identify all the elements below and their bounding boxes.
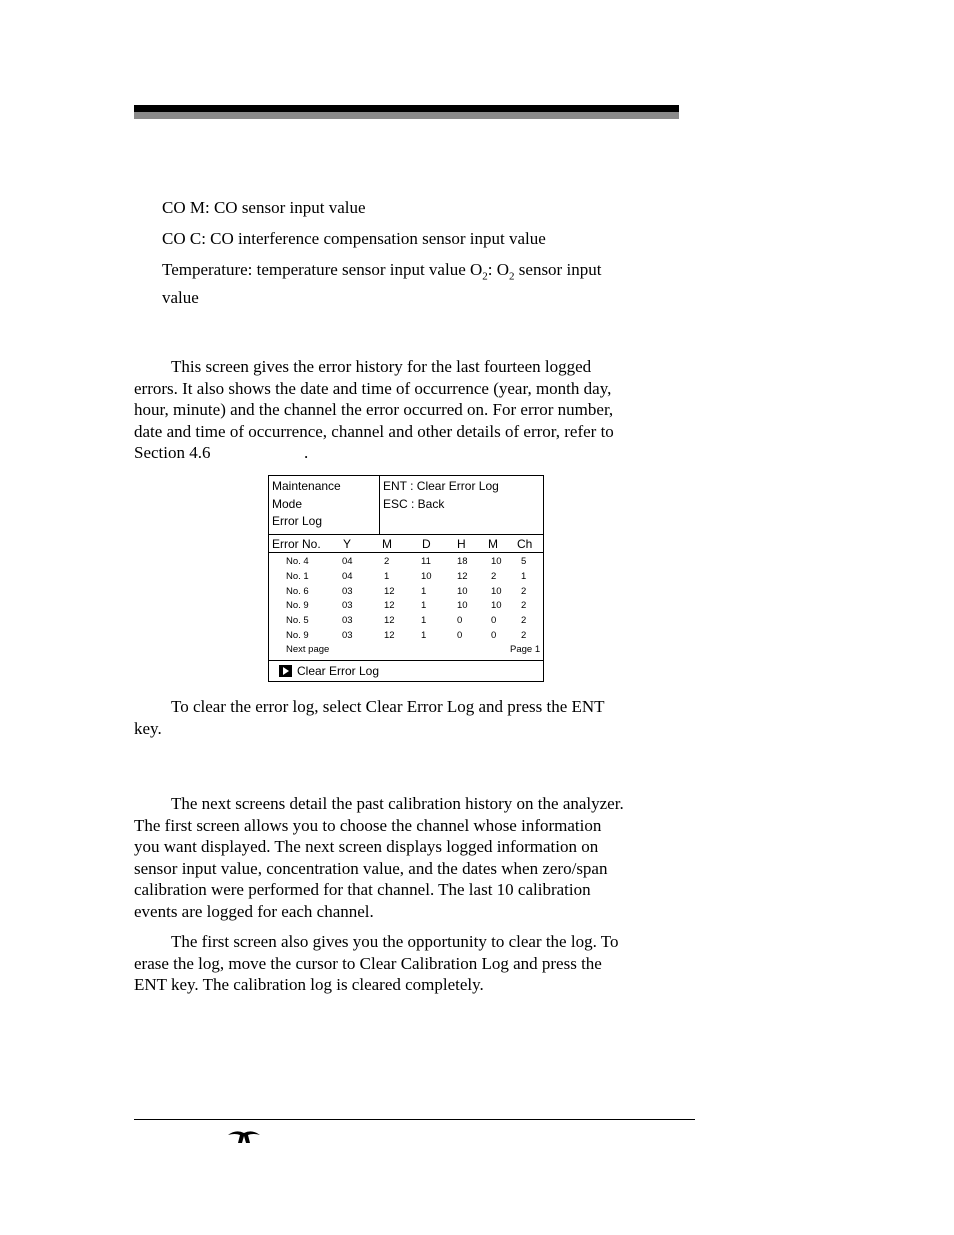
error-cell: 2 (521, 585, 527, 597)
error-row (269, 586, 543, 601)
clear-error-log-label: Clear Error Log (297, 664, 380, 678)
error-row (269, 571, 543, 586)
error-cell: 12 (384, 600, 395, 612)
error-row (269, 600, 543, 615)
error-cell: 04 (342, 570, 353, 582)
error-cell: 12 (457, 570, 468, 582)
error-cell: No. 1 (286, 570, 309, 582)
header-error-no: Error No. (272, 537, 321, 551)
error-cell: No. 5 (286, 615, 309, 627)
header-channel: Ch (517, 537, 533, 551)
header-rule-black (134, 105, 679, 112)
error-cell: 10 (491, 585, 502, 597)
error-cell: 1 (421, 585, 427, 597)
error-cell: 11 (421, 556, 431, 567)
error-cell: 12 (384, 630, 395, 641)
error-cell: 18 (457, 556, 468, 567)
next-page-row (269, 644, 543, 659)
error-row (269, 630, 543, 645)
screen-divider (379, 476, 380, 534)
error-cell: 03 (342, 585, 353, 597)
cursor-arrow-icon (279, 665, 292, 677)
clear-log-paragraph: To clear the error log, select Clear Error Log and press the ENT key. (134, 697, 605, 738)
header-hour: H (457, 537, 466, 551)
esc-key-hint: ESC : Back (383, 496, 445, 511)
error-cell: 2 (384, 556, 390, 567)
error-cell: 03 (342, 615, 353, 627)
error-cell: 10 (457, 585, 468, 597)
error-cell: 1 (521, 570, 527, 582)
error-cell: 0 (457, 615, 463, 627)
header-month: M (382, 537, 392, 551)
definition-temperature: Temperature: temperature sensor input value $O_2$: $O_2$ sensor input value (162, 260, 602, 308)
error-cell: 12 (384, 585, 395, 597)
error-cell: 10 (491, 556, 502, 567)
error-row (269, 615, 543, 630)
footer-rule (134, 1119, 695, 1120)
error-cell: No. 9 (286, 630, 309, 641)
error-cell: 12 (384, 615, 395, 627)
definition-co-c: CO C: CO interference compensation sensor input value (162, 229, 546, 248)
error-cell: 03 (342, 630, 353, 641)
clear-error-log-option[interactable] (279, 664, 379, 678)
error-cell: 5 (521, 556, 527, 567)
calibration-paragraph-1: The next screens detail the past calibration history on the analyzer. The first screen allows you to choose the channel whose information you want displayed. The next screen displays logged information on sensor input value, concentration value, and the dates when zero/span calibration were performed for that channel. The last 10 calibration events are logged for each channel. (134, 794, 624, 921)
error-cell: 03 (342, 600, 353, 612)
error-cell: 2 (521, 630, 527, 641)
header-rule-grey (134, 112, 679, 119)
error-row (269, 556, 543, 571)
header-minute: M (488, 537, 498, 551)
error-cell: 0 (491, 630, 497, 641)
error-cell: 1 (421, 630, 427, 641)
error-cell: 2 (521, 600, 527, 612)
error-cell: 10 (457, 600, 468, 612)
definition-co-m: CO M: CO sensor input value (162, 198, 366, 217)
error-cell: 0 (457, 630, 463, 641)
header-year: Y (343, 537, 352, 551)
error-cell: 10 (491, 600, 502, 612)
ent-key-hint: ENT : Clear Error Log (383, 479, 499, 493)
error-cell: 1 (384, 570, 390, 582)
error-cell: No. 4 (286, 556, 309, 567)
screen-mode-label: Maintenance Mode Error Log (272, 479, 341, 528)
error-cell: 10 (421, 570, 432, 582)
screen-title-area (269, 476, 543, 535)
error-table-header (269, 536, 543, 553)
error-log-paragraph: This screen gives the error history for the last fourteen logged errors. It also shows the date and time of occurrence (year, month day, hour, minute) and the channel the error occurred on. For error number, date and time of occurrence, channel and other details of error, refer to Section 4.6 . (134, 357, 614, 463)
error-cell: 1 (421, 600, 427, 612)
page-indicator: Page 1 (510, 644, 541, 655)
screen-footer-divider (269, 660, 543, 661)
error-cell: No. 9 (286, 600, 309, 612)
screen-key-help (383, 478, 499, 513)
error-log-screen (268, 475, 544, 682)
error-cell: 1 (421, 615, 427, 627)
error-cell: 0 (491, 615, 497, 627)
calibration-paragraph-2: The first screen also gives you the opportunity to clear the log. To erase the log, move the cursor to Clear Calibration Log and press the ENT key. The calibration log is cleared completely. (134, 932, 619, 995)
error-cell: No. 6 (286, 585, 309, 597)
teledyne-logo-icon (226, 1128, 262, 1144)
error-cell: 04 (342, 556, 353, 567)
error-cell: 2 (491, 570, 497, 582)
header-day: D (422, 537, 431, 551)
error-cell: 2 (521, 615, 527, 627)
next-page-link[interactable]: Next page (286, 644, 330, 655)
